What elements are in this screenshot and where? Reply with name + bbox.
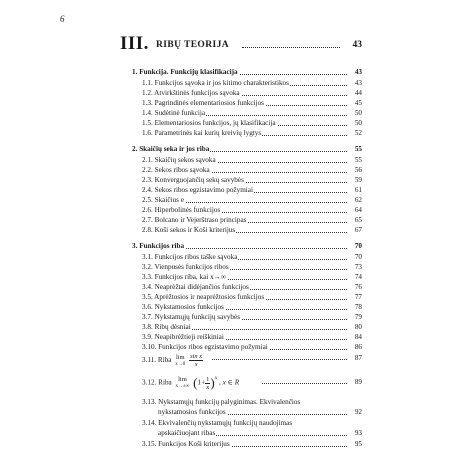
formula-label: [142, 375, 239, 391]
toc-entry-title: 2.6. Hiperbolinės funkcijos: [142, 206, 221, 214]
toc-entry-title: 2.7. Bolcano ir Vejerštraso principas: [142, 216, 247, 224]
part-page: 43: [352, 40, 362, 50]
toc-entry[interactable]: [0, 129, 474, 140]
toc-page-number: 92: [347, 408, 362, 416]
toc-page-number: 79: [347, 313, 362, 321]
toc-page-number: 70: [347, 242, 362, 250]
toc-page-number: 87: [348, 354, 362, 362]
toc-page-number: 77: [347, 293, 362, 301]
fraction: [189, 353, 203, 368]
toc-entry-title: 3.5. Aprėžtosios ir neaprėžtosios funkcijos: [142, 293, 265, 301]
toc-page-number: 70: [347, 253, 362, 261]
toc-section-title: 1. Funkcija. Funkcijų klasifikacija: [132, 68, 238, 76]
toc-entry-title: 2.8. Koši sekos ir Koši kriterijus: [142, 226, 236, 234]
toc-entry-title: 2.2. Sekos ribos sąvoka: [142, 166, 210, 174]
toc-entry-title: apskaičiuojant ribas: [158, 429, 216, 437]
toc-section-title: 2. Skaičių seka ir jos riba: [132, 145, 210, 153]
toc-entry-title: nykstamosios funkcijos: [158, 408, 226, 416]
toc-page-number: 45: [347, 99, 362, 107]
lim-subscript: x→0: [175, 361, 186, 367]
toc-entry-title: 3.13. Nykstamųjų funkcijų palyginimas. Ekvivalenčios: [142, 398, 301, 406]
toc-entry-title: 3.14. Ekvivalenčių nykstamųjų funkcijų naudojimas: [142, 419, 293, 427]
toc-entry-title: 2.3. Konverguojančių sekų savybės: [142, 176, 244, 184]
formula-word: Riba: [158, 378, 172, 387]
toc-page-number: 65: [347, 216, 362, 224]
toc-entry-title: 3.6. Nykstamosios funkcijos: [142, 303, 224, 311]
toc-entry-title: 3.2. Vienpusės funkcijos ribos: [142, 263, 229, 271]
page-number: 6: [60, 14, 65, 24]
toc-entry-title: 3.3. Funkcijos riba, kai x→∞: [142, 273, 226, 281]
denominator: x: [206, 383, 210, 391]
toc-entry-title: 3.4. Neaprėžtai didėjančios funkcijos: [142, 283, 249, 291]
formula-number: 3.11.: [142, 356, 157, 365]
toc-entry-title: 1.5. Elementariosios funkcijos, jų klasifikacija: [142, 119, 276, 127]
toc-entry-title: 3.10. Funkcijos ribos egzistavimo požymiai: [142, 343, 268, 351]
toc-page-number: 86: [347, 343, 362, 351]
leader-dots: [212, 359, 361, 360]
toc-entry[interactable]: [0, 226, 474, 237]
toc-section-heading[interactable]: [0, 242, 474, 253]
formula-word: Riba: [157, 356, 172, 365]
numerator: 1: [206, 375, 210, 383]
toc-entry-title: 2.5. Skaičius e: [142, 196, 184, 204]
toc-page-number: 93: [347, 429, 362, 437]
toc-page-number: 74: [347, 273, 362, 281]
toc-entry-title: 1.1. Funkcijos sąvoka ir jos kitimo charakteristikos: [142, 79, 289, 87]
formula-number: 3.12.: [142, 378, 157, 387]
toc-page-number: 59: [347, 176, 362, 184]
toc-page-number: 50: [347, 109, 362, 117]
toc-entry[interactable]: [0, 440, 474, 451]
lim-text: lim: [178, 376, 187, 383]
toc-page-number: 62: [347, 196, 362, 204]
open-paren: (: [193, 375, 198, 390]
toc-page-number: 43: [347, 68, 362, 76]
toc-section-title: 3. Funkcijos riba: [132, 242, 185, 250]
toc-entry-title: 1.6. Parametrinės kai kurių kreivių lygtys: [142, 129, 262, 137]
toc-page-number: 56: [347, 166, 362, 174]
limit-operator: [176, 376, 190, 390]
toc-entry-continuation[interactable]: [0, 429, 474, 440]
toc-page-number: 67: [347, 226, 362, 234]
formula-plus: +: [201, 378, 206, 387]
toc-entry-title: 3.7. Nykstamųjų funkcijų savybės: [142, 313, 241, 321]
toc-entry-title: 3.8. Ribų dėsniai: [142, 323, 191, 331]
toc-entry-title: 1.2. Atvirkštinės funkcijos sąvoka: [142, 89, 240, 97]
formula-one: 1: [197, 378, 202, 387]
toc-section-heading[interactable]: [0, 68, 474, 79]
toc-entry-title: 3.15. Funkcijos Koši kriterijus: [142, 440, 230, 448]
close-paren: ): [210, 375, 215, 390]
toc-entry-continuation[interactable]: [0, 408, 474, 419]
toc-entry-formula[interactable]: [0, 372, 474, 394]
toc-entry-title: 3.1. Funkcijos ribos taške sąvoka: [142, 253, 238, 261]
toc-page-number: 84: [347, 333, 362, 341]
toc-page-number: 44: [347, 89, 362, 97]
toc-page-number: 78: [347, 303, 362, 311]
toc-page-number: 73: [347, 263, 362, 271]
toc-page-number: 61: [347, 186, 362, 194]
toc-entry-title: 2.4. Sekos ribos egzistavimo požymiai: [142, 186, 253, 194]
denominator: x: [194, 361, 198, 368]
lim-text: lim: [175, 353, 185, 361]
numerator: sin x: [190, 353, 203, 360]
toc-section-heading[interactable]: [0, 145, 474, 156]
toc-entry-title: 1.4. Sudėtinė funkcija: [142, 109, 206, 117]
toc-page-number: 50: [347, 119, 362, 127]
limit-operator: [175, 354, 185, 368]
toc-page-number: 55: [347, 145, 362, 153]
toc-entry-title: 3.9. Neapibrėžtieji reiškiniai: [142, 333, 224, 341]
part-title: RIBŲ TEORIJA: [156, 40, 229, 50]
formula-condition: , x ∈ R: [219, 378, 240, 387]
toc-page-number: 64: [347, 206, 362, 214]
toc-page-number: 95: [347, 440, 362, 448]
toc-page-number: 80: [347, 323, 362, 331]
part-roman-numeral: III.: [120, 33, 149, 54]
exponent: x: [214, 375, 218, 381]
toc-entry-title: 2.1. Skaičių sekos sąvoka: [142, 156, 216, 164]
toc-page-number: 43: [347, 79, 362, 87]
toc-page-number: 55: [347, 156, 362, 164]
leader-dots: [262, 383, 361, 384]
toc-entry-title: 1.3. Pagrindinės elementariosios funkcijos: [142, 99, 264, 107]
toc-page-number: 89: [348, 378, 362, 386]
toc-entry-formula[interactable]: [0, 350, 474, 370]
toc-page-number: 52: [347, 129, 362, 137]
toc-page-number: 76: [347, 283, 362, 291]
formula-label: [142, 353, 203, 368]
lim-subscript: x→±∞: [175, 384, 190, 389]
